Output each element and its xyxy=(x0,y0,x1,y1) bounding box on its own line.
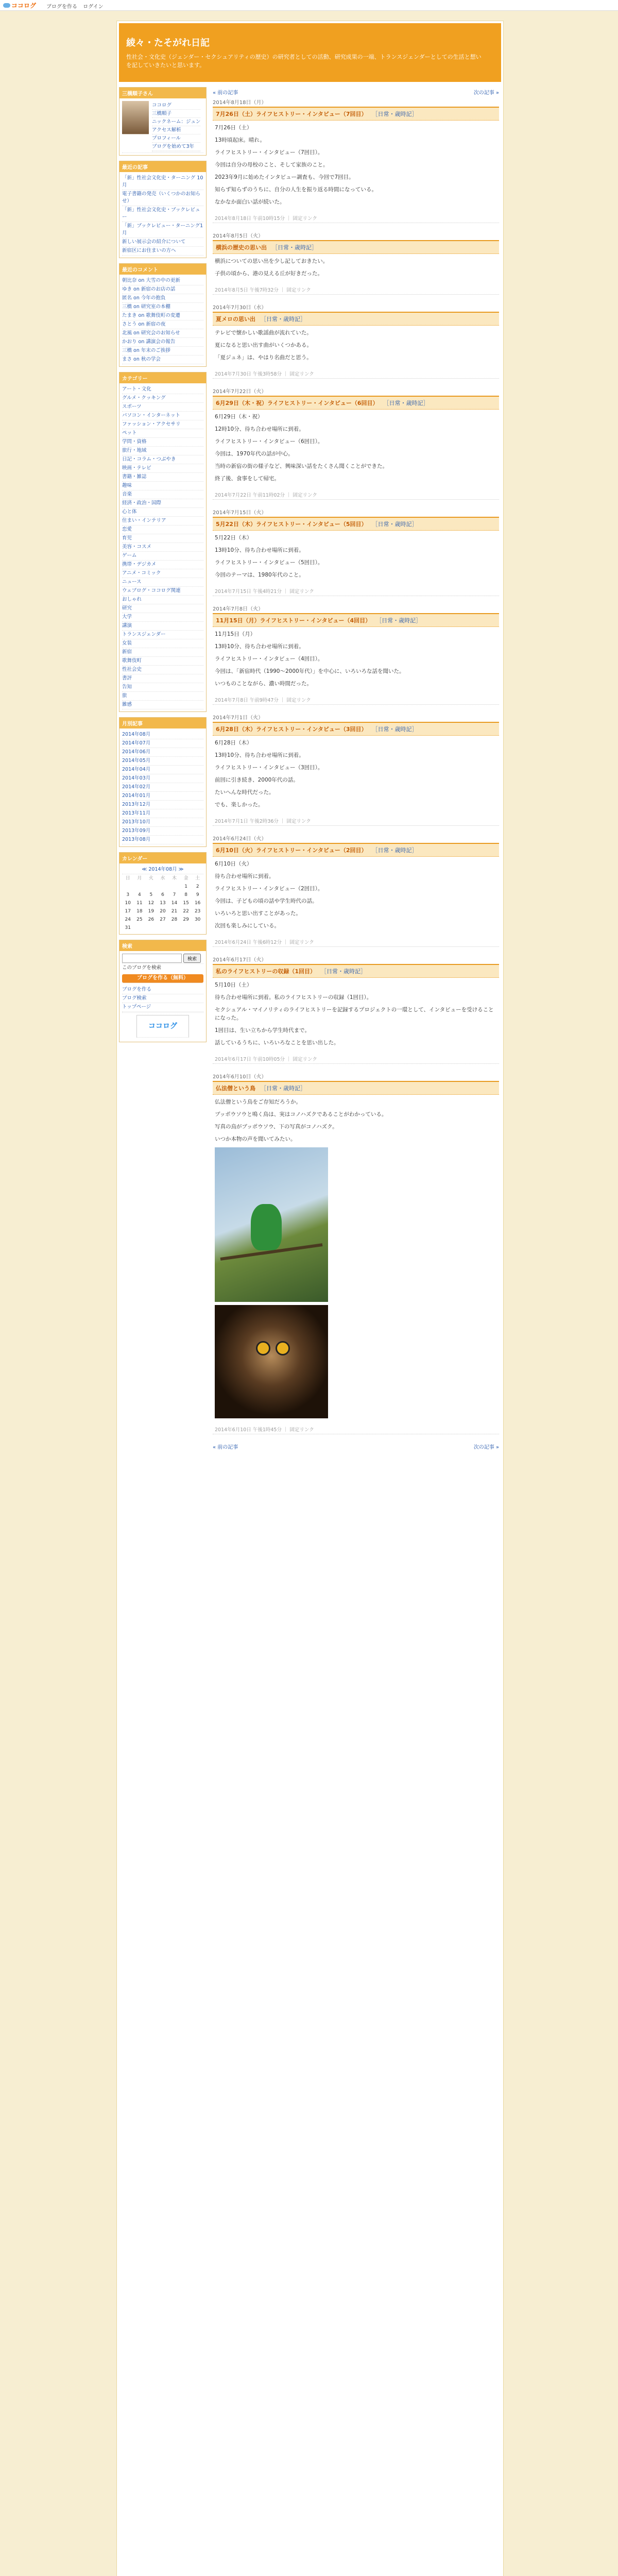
entry-date: 2014年7月8日（火） xyxy=(213,606,264,612)
entry-title-bar xyxy=(213,396,499,410)
entry-paragraph: ライフヒストリー・インタビュー（6回目）。 xyxy=(215,438,323,445)
category-link[interactable]: おしゃれ xyxy=(122,596,203,604)
recent-comments-box xyxy=(119,263,207,367)
entry-footer[interactable]: 2014年8月18日 午前10時15分 ｜ 固定リンク xyxy=(213,213,499,223)
archive-link[interactable]: 2013年08月 xyxy=(122,836,203,844)
entry-title[interactable]: 仏法僧という鳥 xyxy=(216,1085,255,1092)
recent-post-link[interactable]: 「新」性社会文化史・ブックレビュー xyxy=(122,206,203,222)
calendar-day[interactable]: 23 xyxy=(194,909,201,914)
calendar-day[interactable]: 9 xyxy=(196,892,199,897)
calendar-day[interactable]: 7 xyxy=(173,892,176,897)
category-link[interactable]: グルメ・クッキング xyxy=(122,394,203,403)
entry-body xyxy=(213,254,499,285)
blog-entry xyxy=(213,507,499,596)
categories-list xyxy=(119,383,206,711)
create-blog-button[interactable]: ブログを作る（無料） xyxy=(122,974,203,983)
entry-paragraph: 写真の鳥がブッポウソウ、下の写真がコノハズク。 xyxy=(215,1124,338,1130)
category-link[interactable]: 携帯・デジカメ xyxy=(122,561,203,569)
category-link[interactable]: ウェブログ・ココログ関連 xyxy=(122,587,203,596)
entry-footer[interactable]: 2014年6月17日 午前10時05分 ｜ 固定リンク xyxy=(213,1054,499,1064)
blog-entry xyxy=(213,712,499,826)
blog-entry xyxy=(213,603,499,705)
calendar-day[interactable]: 21 xyxy=(171,909,178,914)
calendar-day[interactable]: 12 xyxy=(148,901,154,906)
entry-category[interactable]: ［日常・歳時記］ xyxy=(261,316,306,323)
category-link[interactable]: アニメ・コミック xyxy=(122,569,203,578)
recent-comment-link[interactable]: まさ on 秋の学会 xyxy=(122,355,203,364)
entry-paragraph: セクシュアル・マイノリティのライフヒストリーを記録するプロジェクトの一環として、インタビューを受けることになった。 xyxy=(215,1007,494,1021)
entry-paragraph: 13時10分、待ち合わせ場所に到着。 xyxy=(215,643,304,650)
entry-paragraph: ライフヒストリー・インタビュー（5回目）。 xyxy=(215,560,323,566)
archive-link[interactable]: 2014年08月 xyxy=(122,731,203,739)
recent-comment-link[interactable]: たまき on 歌舞伎町の変遷 xyxy=(122,312,203,320)
calendar-day xyxy=(180,924,192,932)
calendar-day xyxy=(168,883,180,891)
entry-body xyxy=(213,326,499,369)
entry-paragraph: ライフヒストリー・インタビュー（4回目）。 xyxy=(215,656,323,662)
pager-top xyxy=(213,87,499,97)
entry-body xyxy=(213,978,499,1054)
entry-paragraph: 1回目は、生い立ちから学生時代まで。 xyxy=(215,1027,310,1033)
category-link[interactable]: 趣味 xyxy=(122,482,203,490)
category-link[interactable]: パソコン・インターネット xyxy=(122,412,203,420)
entry-date: 2014年7月1日（火） xyxy=(213,715,264,721)
entry-paragraph: 話しているうちに、いろいろなことを思い出した。 xyxy=(215,1040,339,1046)
calendar-day[interactable]: 19 xyxy=(148,909,154,914)
promo-link[interactable]: トップページ xyxy=(122,1003,203,1012)
category-link[interactable]: 恋愛 xyxy=(122,526,203,534)
category-link[interactable]: 心と体 xyxy=(122,508,203,517)
archive-link[interactable]: 2014年04月 xyxy=(122,766,203,774)
entry-body xyxy=(213,1095,499,1425)
profile-photo[interactable] xyxy=(122,101,149,134)
search-note: このブログを検索 xyxy=(122,965,162,971)
calendar-day[interactable]: 26 xyxy=(148,917,154,922)
entry-category[interactable]: ［日常・歳時記］ xyxy=(372,111,418,117)
entry-paragraph: 13時頃起床。晴れ。 xyxy=(215,137,265,143)
recent-comment-link[interactable]: 三橋 on 研究室の本棚 xyxy=(122,303,203,312)
entry-paragraph: ライフヒストリー・インタビュー（7回目）。 xyxy=(215,149,323,156)
entry-paragraph: ブッポウソウと鳴く鳥は、実はコノハズクであることがわかっている。 xyxy=(215,1111,387,1117)
calendar-day[interactable]: 27 xyxy=(160,917,166,922)
profile-line[interactable]: ココログ xyxy=(152,101,200,110)
recent-posts-box xyxy=(119,161,207,258)
calendar-day xyxy=(134,924,146,932)
calendar-grid xyxy=(122,874,203,932)
next-link[interactable]: 次の記事 » xyxy=(473,90,499,96)
category-link[interactable]: 音楽 xyxy=(122,490,203,499)
entry-footer[interactable]: 2014年7月30日 午後3時58分 ｜ 固定リンク xyxy=(213,369,499,379)
calendar-day[interactable]: 29 xyxy=(183,917,189,922)
entry-title-bar xyxy=(213,240,499,254)
calendar-weekday: 木 xyxy=(172,876,177,881)
search-title: 検索 xyxy=(119,940,206,951)
calendar-day[interactable]: 24 xyxy=(125,917,131,922)
entry-paragraph: でも、楽しかった。 xyxy=(215,802,264,808)
entry-footer[interactable]: 2014年7月15日 午後4時21分 ｜ 固定リンク xyxy=(213,586,499,596)
entry-paragraph: 横浜についての思い出を少し記しておきたい。 xyxy=(215,258,329,264)
calendar-day[interactable]: 13 xyxy=(160,901,166,906)
calendar-day[interactable]: 10 xyxy=(125,901,131,906)
calendar-day[interactable]: 3 xyxy=(126,892,130,897)
category-link[interactable]: 学問・資格 xyxy=(122,438,203,447)
entry-paragraph: 7月26日（土） xyxy=(215,125,252,131)
category-link[interactable]: 経済・政治・国際 xyxy=(122,499,203,508)
prev-link[interactable]: « 前の記事 xyxy=(213,90,238,96)
entry-paragraph: いろいろと思い出すことがあった。 xyxy=(215,910,301,917)
entry-title[interactable]: 5月22日（木）ライフヒストリー・インタビュー（5回目） xyxy=(216,521,367,528)
entry-paragraph: 次回も楽しみにしている。 xyxy=(215,923,280,929)
calendar-day[interactable]: 11 xyxy=(136,901,143,906)
profile-line[interactable]: アクセス解析 xyxy=(152,126,200,134)
entry-paragraph: 今回は、「新宿時代（1990～2000年代）」を中心に、いろいろな話を聞いた。 xyxy=(215,668,405,674)
calendar-day[interactable]: 25 xyxy=(136,917,143,922)
entry-paragraph: 待ち合わせ場所に到着。 xyxy=(215,873,274,879)
category-link[interactable]: 書評 xyxy=(122,674,203,683)
entry-paragraph: 5月10日（土） xyxy=(215,982,252,988)
category-link[interactable]: 講演 xyxy=(122,622,203,631)
entry-paragraph: 今回は、1970年代の話が中心。 xyxy=(215,451,294,457)
calendar-weekday: 土 xyxy=(195,876,200,881)
blog-entry xyxy=(213,97,499,223)
entry-paragraph: 6月29日（木・祝） xyxy=(215,414,263,420)
profile-line[interactable]: 三橋順子 xyxy=(152,110,200,118)
entry-paragraph: 13時10分、待ち合わせ場所に到着。 xyxy=(215,752,304,758)
entry-footer[interactable]: 2014年7月22日 午前11時02分 ｜ 固定リンク xyxy=(213,490,499,500)
entry-body xyxy=(213,627,499,695)
recent-post-link[interactable]: 「新」ブックレビュー・ターニング1月 xyxy=(122,222,203,238)
entry-paragraph: 仏法僧という鳥をご存知だろうか。 xyxy=(215,1099,301,1105)
entry-title-bar xyxy=(213,613,499,627)
recent-posts-list xyxy=(119,172,206,258)
recent-post-link[interactable]: 新しい展示会の紹介について xyxy=(122,238,203,247)
blog-entry xyxy=(213,1071,499,1434)
entry-category[interactable]: ［日常・歳時記］ xyxy=(272,244,317,251)
blog-entry xyxy=(213,386,499,500)
cocolog-logo[interactable]: ココログ xyxy=(3,2,36,9)
entry-body xyxy=(213,121,499,213)
entry-title-bar xyxy=(213,312,499,326)
entry-paragraph: 待ち合わせ場所に到着。私のライフヒストリーの収録（1回目）。 xyxy=(215,994,372,1001)
archive-link[interactable]: 2013年11月 xyxy=(122,809,203,818)
blog-title[interactable]: 綾々・たそがれ日記 xyxy=(126,38,210,48)
entry-paragraph: いつものことながら、濃い時間だった。 xyxy=(215,681,312,687)
calendar-weekday: 金 xyxy=(183,876,188,881)
top-bar xyxy=(0,0,618,11)
category-link[interactable]: ニュース xyxy=(122,578,203,587)
entry-date: 2014年6月10日（火） xyxy=(213,1074,267,1080)
main-content xyxy=(213,87,499,1451)
calendar-day[interactable]: 28 xyxy=(171,917,178,922)
category-link[interactable]: トランスジェンダー xyxy=(122,631,203,639)
calendar-day[interactable]: 30 xyxy=(194,917,201,922)
entry-date: 2014年7月15日（火） xyxy=(213,510,267,516)
entry-title-bar xyxy=(213,843,499,857)
calendar-weekday: 火 xyxy=(148,876,153,881)
entry-title-bar xyxy=(213,964,499,978)
recent-comment-link[interactable]: ゆき on 新宿のお店の話 xyxy=(122,285,203,294)
search-button[interactable]: 検索 xyxy=(183,954,201,963)
category-link[interactable]: 日記・コラム・つぶやき xyxy=(122,455,203,464)
entry-title[interactable]: 7月26日（土）ライフヒストリー・インタビュー（7回目） xyxy=(216,111,367,117)
entry-footer[interactable]: 2014年7月8日 午前9時47分 ｜ 固定リンク xyxy=(213,695,499,705)
entry-date: 2014年8月18日（月） xyxy=(213,100,267,106)
entry-paragraph: 5月22日（木） xyxy=(215,535,252,541)
search-box xyxy=(119,940,207,1042)
owl-eye-left xyxy=(256,1341,270,1355)
top-link-login[interactable]: ログイン xyxy=(83,4,104,10)
category-link[interactable]: 告知 xyxy=(122,683,203,692)
entry-footer[interactable]: 2014年6月10日 午後1時45分 ｜ 固定リンク xyxy=(213,1425,499,1434)
entry-title[interactable]: 私のライフヒストリーの収録（1回目） xyxy=(216,968,316,975)
entry-title[interactable]: 夏メロの思い出 xyxy=(216,316,255,323)
calendar-day[interactable]: 1 xyxy=(184,884,187,889)
entry-footer[interactable]: 2014年6月24日 午後6時12分 ｜ 固定リンク xyxy=(213,937,499,947)
calendar-day xyxy=(145,883,157,891)
profile-text xyxy=(152,101,200,152)
entry-paragraph: たいへんな時代だった。 xyxy=(215,789,274,795)
entry-body xyxy=(213,531,499,586)
entry-paragraph: 6月10日（火） xyxy=(215,861,252,867)
entry-paragraph: 11月15日（月） xyxy=(215,631,256,637)
category-link[interactable]: 性社会史 xyxy=(122,666,203,674)
calendar-day[interactable]: 16 xyxy=(194,901,201,906)
entry-body xyxy=(213,736,499,816)
entry-category[interactable]: ［日常・歳時記］ xyxy=(376,617,422,624)
category-link[interactable]: 女装 xyxy=(122,639,203,648)
top-links xyxy=(46,2,108,10)
entry-title-bar xyxy=(213,722,499,736)
category-link[interactable]: ゲーム xyxy=(122,552,203,561)
calendar-title: カレンダー xyxy=(119,853,206,863)
blog-description: 性社会・文化史（ジェンダー・セクシュアリティの歴史）の研究者としての活動、研究成果の一端、トランスジェンダーとしての生活と想いを記していきたいと思います。 xyxy=(126,54,482,69)
profile-box xyxy=(119,87,207,156)
archive-link[interactable]: 2013年10月 xyxy=(122,818,203,827)
blog-header xyxy=(119,23,501,82)
cloud-icon xyxy=(3,3,10,8)
archive-link[interactable]: 2014年05月 xyxy=(122,757,203,766)
entry-title-bar xyxy=(213,107,499,121)
entry-category[interactable]: ［日常・歳時記］ xyxy=(372,726,418,733)
archive-link[interactable]: 2013年09月 xyxy=(122,827,203,836)
archive-link[interactable]: 2014年06月 xyxy=(122,748,203,757)
next-link-bottom[interactable]: 次の記事 » xyxy=(473,1445,499,1450)
category-link[interactable]: ファッション・アクセサリ xyxy=(122,420,203,429)
recent-comment-link[interactable]: 匿名 on 今年の抱負 xyxy=(122,294,203,303)
calendar-month[interactable]: ≪ 2014年08月 ≫ xyxy=(122,866,203,874)
calendar-day xyxy=(157,883,169,891)
categories-title: カテゴリー xyxy=(119,372,206,383)
calendar-day xyxy=(192,924,203,932)
category-link[interactable]: スポーツ xyxy=(122,403,203,412)
owl-photo[interactable] xyxy=(215,1305,328,1418)
entry-paragraph: 13時10分、待ち合わせ場所に到着。 xyxy=(215,547,304,553)
entry-paragraph: 知らず知らずのうちに、自分の人生を振り返る時間になっている。 xyxy=(215,187,377,193)
entry-paragraph: ライフヒストリー・インタビュー（3回目）。 xyxy=(215,765,323,771)
entry-paragraph: 12時10分、待ち合わせ場所に到着。 xyxy=(215,426,304,432)
calendar-day xyxy=(122,883,134,891)
entry-title-bar xyxy=(213,1081,499,1095)
sidebar xyxy=(119,87,207,1047)
entry-date: 2014年7月30日（水） xyxy=(213,305,267,311)
calendar-day xyxy=(145,924,157,932)
category-link[interactable]: 映画・テレビ xyxy=(122,464,203,473)
entry-paragraph: 2023年9月に始めたインタビュー調査も、今回で7回目。 xyxy=(215,174,354,180)
calendar-day[interactable]: 17 xyxy=(125,909,131,914)
calendar-day[interactable]: 2 xyxy=(196,884,199,889)
entry-footer[interactable]: 2014年7月1日 午後2時36分 ｜ 固定リンク xyxy=(213,816,499,826)
calendar-box xyxy=(119,852,207,935)
calendar-day[interactable]: 18 xyxy=(136,909,143,914)
entry-body xyxy=(213,857,499,937)
promo-links xyxy=(122,985,203,1013)
entry-paragraph: 当時の新宿の街の様子など、興味深い話をたくさん聞くことができた。 xyxy=(215,463,388,469)
category-link[interactable]: 雑感 xyxy=(122,701,203,709)
archive-link[interactable]: 2014年03月 xyxy=(122,774,203,783)
profile-line[interactable]: ニックネーム：ジュン xyxy=(152,118,200,126)
entry-title[interactable]: 横浜の歴史の思い出 xyxy=(216,244,267,251)
entry-title[interactable]: 6月10日（火）ライフヒストリー・インタビュー（2回目） xyxy=(216,847,367,854)
top-link-create[interactable]: ブログを作る xyxy=(46,4,77,10)
promo-link[interactable]: ブログ検索 xyxy=(122,994,203,1003)
calendar-weekday: 月 xyxy=(137,876,142,881)
recent-comment-link[interactable]: さとう on 新宿の夜 xyxy=(122,320,203,329)
entry-title-bar xyxy=(213,517,499,531)
entry-category[interactable]: ［日常・歳時記］ xyxy=(261,1085,306,1092)
entry-title[interactable]: 11月15日（月）ライフヒストリー・インタビュー（4回目） xyxy=(216,617,371,624)
entry-paragraph: 6月28日（木） xyxy=(215,740,252,746)
entry-title[interactable]: 6月28日（木）ライフヒストリー・インタビュー（3回目） xyxy=(216,726,367,733)
calendar-day[interactable]: 14 xyxy=(171,901,178,906)
archive-link[interactable]: 2014年01月 xyxy=(122,792,203,801)
profile-line[interactable]: プロフィール xyxy=(152,134,200,143)
entry-paragraph: 今回は、子どもの頃の話や学生時代の話。 xyxy=(215,898,318,904)
archives-list xyxy=(119,728,206,846)
calendar-day xyxy=(168,924,180,932)
entries-list xyxy=(213,97,499,1434)
prev-link-bottom[interactable]: « 前の記事 xyxy=(213,1445,238,1450)
entry-footer[interactable]: 2014年8月5日 午後7時32分 ｜ 固定リンク xyxy=(213,285,499,295)
calendar-day[interactable]: 15 xyxy=(183,901,189,906)
entry-paragraph: 前回に引き続き、2000年代の話。 xyxy=(215,777,299,783)
entry-body xyxy=(213,410,499,490)
blog-entry xyxy=(213,302,499,379)
calendar-day[interactable]: 5 xyxy=(149,892,153,897)
blog-entry xyxy=(213,230,499,295)
category-link[interactable]: 研究 xyxy=(122,604,203,613)
category-link[interactable]: 旅行・地域 xyxy=(122,447,203,455)
entry-date: 2014年7月22日（火） xyxy=(213,389,267,395)
promo-link[interactable]: ブログを作る xyxy=(122,986,203,994)
recent-comments-title: 最近のコメント xyxy=(119,264,206,275)
entry-paragraph: なかなか面白い話が続いた。 xyxy=(215,199,285,205)
category-link[interactable]: 美容・コスメ xyxy=(122,543,203,552)
calendar-day[interactable]: 22 xyxy=(183,909,189,914)
entry-category[interactable]: ［日常・歳時記］ xyxy=(383,400,429,406)
recent-comment-link[interactable]: 北風 on 研究会のお知らせ xyxy=(122,329,203,338)
entry-paragraph: いつか本物の声を聞いてみたい。 xyxy=(215,1136,296,1142)
profile-line[interactable]: ブログを始めて3年 xyxy=(152,143,200,151)
entry-paragraph: 夏になると思い出す曲がいくつかある。 xyxy=(215,342,312,348)
entry-date: 2014年6月24日（火） xyxy=(213,836,267,842)
category-link[interactable]: 大学 xyxy=(122,613,203,622)
recent-posts-title: 最近の記事 xyxy=(119,161,206,172)
entry-category[interactable]: ［日常・歳時記］ xyxy=(321,968,366,975)
recent-post-link[interactable]: 新宿区にお住まいの方へ xyxy=(122,247,203,256)
category-link[interactable]: ペット xyxy=(122,429,203,438)
recent-post-link[interactable]: 電子書籍の発売（いくつかのお知らせ） xyxy=(122,190,203,206)
category-link[interactable]: 歌舞伎町 xyxy=(122,657,203,666)
entry-date: 2014年6月17日（火） xyxy=(213,957,267,963)
calendar-day[interactable]: 6 xyxy=(161,892,164,897)
calendar-day[interactable]: 31 xyxy=(125,925,131,930)
calendar-day[interactable]: 8 xyxy=(184,892,187,897)
archives-title: 月別記事 xyxy=(119,718,206,728)
cocolog-banner[interactable]: ココログ xyxy=(136,1015,189,1038)
archive-link[interactable]: 2014年07月 xyxy=(122,739,203,748)
entry-paragraph: 今回は自分の母校のこと、そして家族のこと。 xyxy=(215,162,329,168)
owl-eye-right xyxy=(276,1341,290,1355)
profile-title: 三橋順子さん xyxy=(119,88,206,98)
category-link[interactable]: 育児 xyxy=(122,534,203,543)
entry-category[interactable]: ［日常・歳時記］ xyxy=(372,521,418,528)
bird-body xyxy=(251,1204,282,1250)
entry-title[interactable]: 6月29日（木・祝）ライフヒストリー・インタビュー（6回目） xyxy=(216,400,379,406)
category-link[interactable]: アート・文化 xyxy=(122,385,203,394)
calendar-day[interactable]: 4 xyxy=(138,892,141,897)
entry-paragraph: テレビで懐かしい歌謡曲が流れていた。 xyxy=(215,330,312,336)
page-wrapper xyxy=(116,21,504,2576)
archives-box xyxy=(119,717,207,847)
category-link[interactable]: 住まい・インテリア xyxy=(122,517,203,526)
archive-link[interactable]: 2013年12月 xyxy=(122,801,203,809)
recent-comment-link[interactable]: かおり on 講演会の報告 xyxy=(122,338,203,347)
archive-link[interactable]: 2014年02月 xyxy=(122,783,203,792)
bird-photo-1[interactable] xyxy=(215,1147,328,1302)
entry-paragraph: 子供の頃から、港の見える丘が好きだった。 xyxy=(215,270,323,277)
recent-post-link[interactable]: 「新」性社会文化史・ターニング 10月 xyxy=(122,174,203,190)
calendar-day[interactable]: 20 xyxy=(160,909,166,914)
calendar-day xyxy=(134,883,146,891)
calendar-day xyxy=(157,924,169,932)
category-link[interactable]: 旅 xyxy=(122,692,203,701)
entry-paragraph: 今回のテーマは、1980年代のこと。 xyxy=(215,572,304,578)
entry-paragraph: 終了後、食事をして帰宅。 xyxy=(215,476,280,482)
search-input[interactable] xyxy=(122,954,182,963)
categories-box xyxy=(119,372,207,712)
pager-bottom xyxy=(213,1442,499,1451)
blog-entry xyxy=(213,954,499,1064)
recent-comment-link[interactable]: 朝比奈 on 大雪の中の更新 xyxy=(122,277,203,285)
entry-date: 2014年8月5日（火） xyxy=(213,233,264,239)
entry-category[interactable]: ［日常・歳時記］ xyxy=(372,847,418,854)
recent-comments-list xyxy=(119,275,206,366)
entry-paragraph: ライフヒストリー・インタビュー（2回目）。 xyxy=(215,886,323,892)
calendar-weekday: 日 xyxy=(125,876,130,881)
entry-paragraph: 「夏ジュネ」は、やはり名曲だと思う。 xyxy=(215,354,312,361)
category-link[interactable]: 書籍・雑誌 xyxy=(122,473,203,482)
category-link[interactable]: 新宿 xyxy=(122,648,203,657)
calendar-weekday: 水 xyxy=(160,876,165,881)
blog-entry xyxy=(213,833,499,947)
recent-comment-link[interactable]: 三橋 on 年末のご挨拶 xyxy=(122,347,203,355)
